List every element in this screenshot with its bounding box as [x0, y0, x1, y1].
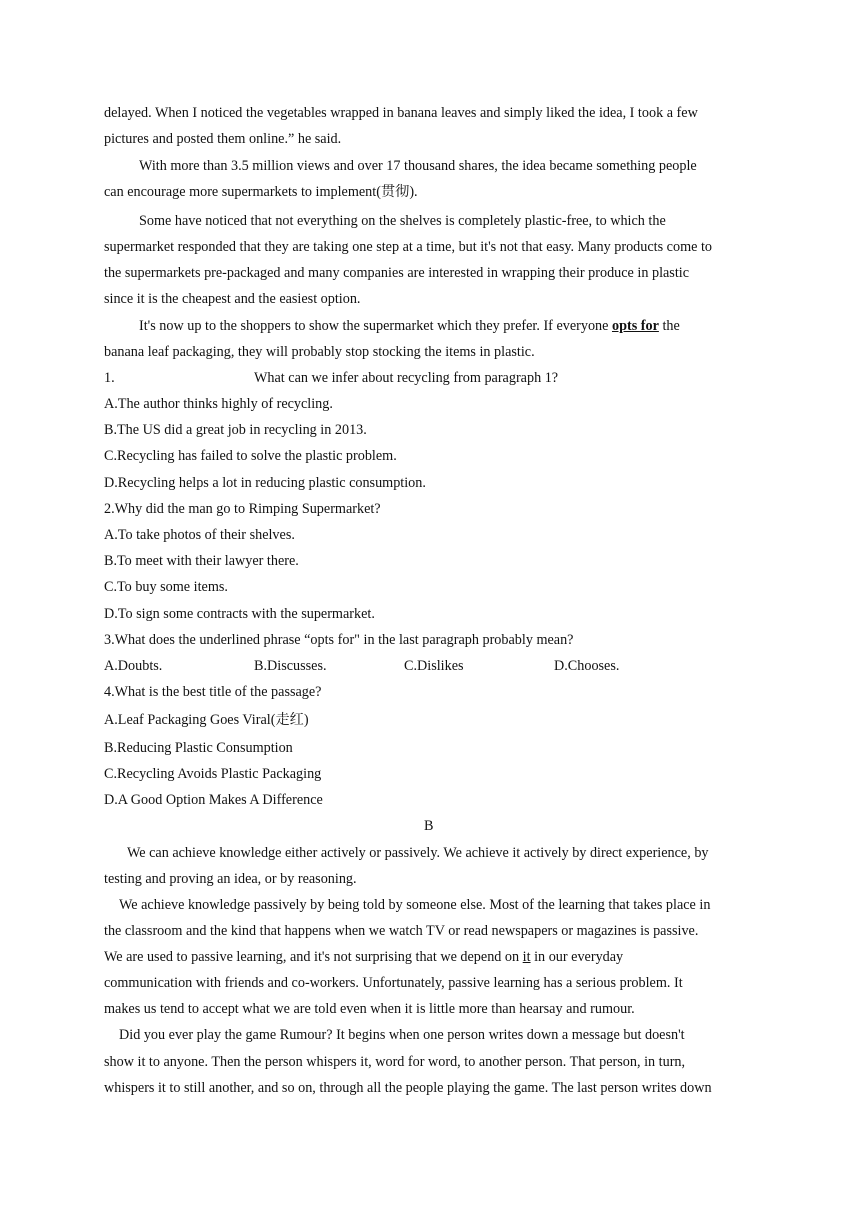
text-run: the: [658, 318, 680, 334]
option-a: A.Leaf Packaging Goes Viral(走红): [104, 712, 309, 728]
question-3: 3.What does the underlined phrase “opts for" in the last paragraph probably mean?: [104, 632, 574, 648]
option-a: A.To take photos of their shelves.: [104, 527, 295, 543]
passage-line: banana leaf packaging, they will probably stop stocking the items in plastic.: [104, 344, 535, 360]
passage-line: the supermarkets pre-packaged and many companies are interested in wrapping their produce in plastic: [104, 265, 690, 281]
passage-line: pictures and posted them online.” he said.: [104, 131, 342, 147]
option-d: D.Chooses.: [554, 658, 620, 674]
passage-line: supermarket responded that they are taking one step at a time, but it's not that easy. Many products come to: [104, 239, 712, 255]
question-stem: What can we infer about recycling from paragraph 1?: [254, 370, 559, 386]
option-c: C.Recycling has failed to solve the plastic problem.: [104, 448, 397, 464]
options-row: [104, 657, 756, 675]
passage-line: whispers it to still another, and so on, through all the people playing the game. The last person writes down: [104, 1080, 712, 1096]
passage-line: We achieve knowledge passively by being told by someone else. Most of the learning that takes place in: [119, 897, 711, 913]
passage-line: Some have noticed that not everything on the shelves is completely plastic-free, to which the: [139, 213, 666, 229]
text-run: We are used to passive learning, and it's not surprising that we depend on: [104, 949, 523, 965]
option-b: B.To meet with their lawyer there.: [104, 553, 299, 569]
option-c: C.Recycling Avoids Plastic Packaging: [104, 766, 322, 782]
passage-line: [139, 317, 791, 335]
option-c: C.To buy some items.: [104, 579, 228, 595]
passage-line: communication with friends and co-workers. Unfortunately, passive learning has a serious problem. It: [104, 975, 683, 991]
passage-line: makes us tend to accept what we are told even when it is little more than hearsay and rumour.: [104, 1001, 635, 1017]
option-c: C.Dislikes: [404, 658, 464, 674]
passage-line: Did you ever play the game Rumour? It begins when one person writes down a message but doesn't: [119, 1027, 685, 1043]
passage-line: can encourage more supermarkets to implement(贯彻).: [104, 184, 418, 200]
section-heading: B: [424, 818, 434, 834]
option-b: B.The US did a great job in recycling in 2013.: [104, 422, 367, 438]
passage-line: show it to anyone. Then the person whispers it, word for word, to another person. That person, in turn,: [104, 1054, 686, 1070]
question-2: 2.Why did the man go to Rimping Supermarket?: [104, 501, 381, 517]
passage-line: We can achieve knowledge either actively or passively. We achieve it actively by direct experience, by: [127, 845, 709, 861]
option-d: D.Recycling helps a lot in reducing plastic consumption.: [104, 475, 426, 491]
question-1: [104, 369, 756, 387]
passage-line: [104, 948, 756, 966]
underlined-phrase: opts for: [611, 318, 659, 334]
passage-line: since it is the cheapest and the easiest option.: [104, 291, 361, 307]
option-a: A.Doubts.: [104, 658, 163, 674]
question-number: 1.: [104, 370, 115, 386]
option-d: D.To sign some contracts with the supermarket.: [104, 606, 375, 622]
passage-line: testing and proving an idea, or by reasoning.: [104, 871, 357, 887]
option-d: D.A Good Option Makes A Difference: [104, 792, 323, 808]
text-run: It's now up to the shoppers to show the supermarket which they prefer. If everyone: [139, 318, 612, 334]
passage-line: With more than 3.5 million views and over 17 thousand shares, the idea became something people: [139, 158, 697, 174]
text-run: in our everyday: [530, 949, 624, 965]
passage-line: the classroom and the kind that happens when we watch TV or read newspapers or magazines is passive.: [104, 923, 699, 939]
question-4: 4.What is the best title of the passage?: [104, 684, 322, 700]
passage-line: delayed. When I noticed the vegetables wrapped in banana leaves and simply liked the idea, I took a few: [104, 105, 698, 121]
option-b: B.Discusses.: [254, 658, 327, 674]
option-b: B.Reducing Plastic Consumption: [104, 740, 293, 756]
underlined-word: it: [522, 949, 531, 965]
option-a: A.The author thinks highly of recycling.: [104, 396, 333, 412]
